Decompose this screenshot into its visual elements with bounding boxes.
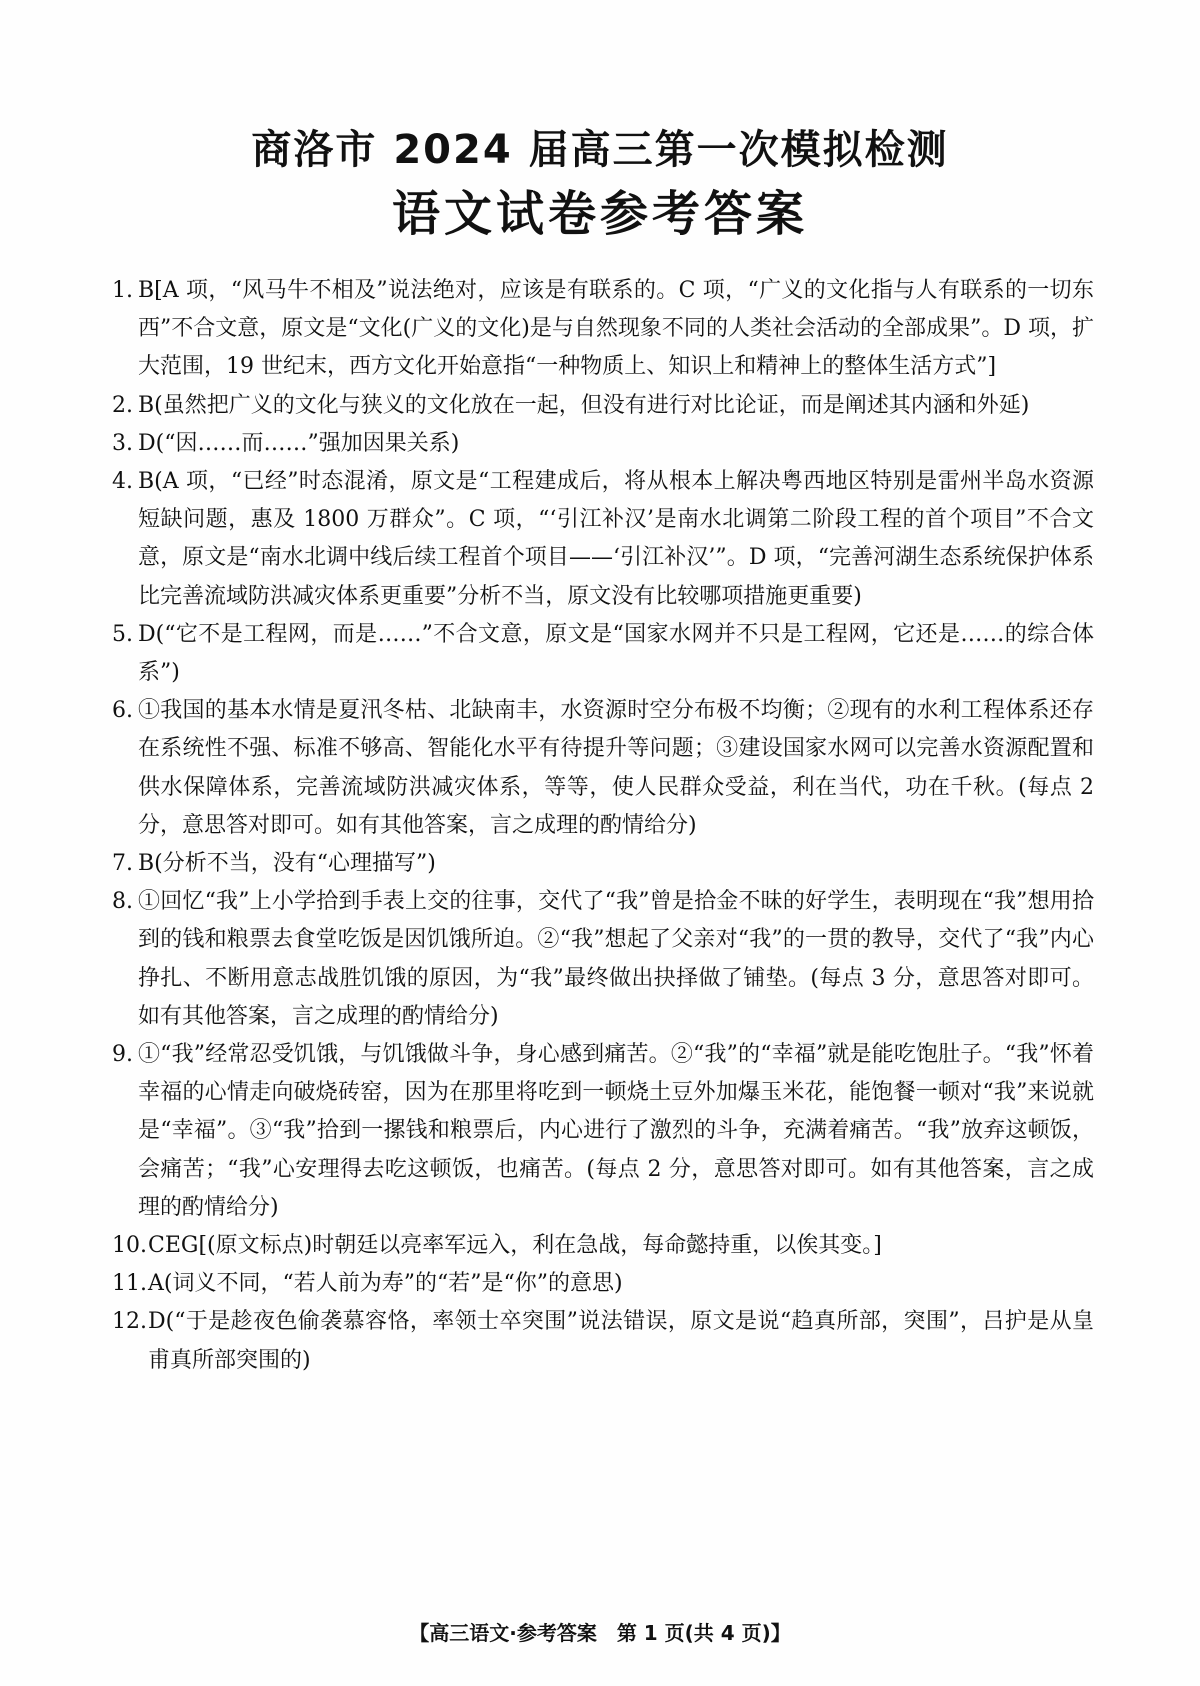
document-subtitle: 语文试卷参考答案 xyxy=(391,186,808,242)
answer-item xyxy=(112,425,1094,463)
answer-item xyxy=(112,1227,1094,1265)
answer-text: D(“于是趁夜色偷袭慕容恪，率领士卒突围”说法错误，原文是说“趋真所部，突围”，吕护是从皇甫真所部突围的) xyxy=(148,1309,1094,1373)
answer-number: 9. xyxy=(112,1042,133,1068)
answer-number: 5. xyxy=(112,621,133,647)
answer-text: B(虽然把广义的文化与狭义的文化放在一起，但没有进行对比论证，而是阐述其内涵和外延) xyxy=(138,392,1030,418)
answer-item xyxy=(112,616,1094,692)
answer-text: CEG[(原文标点)时朝廷以亮率军远入，利在急战，每命懿持重，以俟其变。] xyxy=(148,1233,882,1259)
answer-item xyxy=(112,692,1094,845)
answer-number: 11. xyxy=(112,1271,147,1297)
answer-text: B(A 项，“已经”时态混淆，原文是“工程建成后，将从根本上解决粤西地区特别是雷州半岛水资源短缺问题，惠及 1800 万群众”。C 项，“‘引江补汉’是南水北调第二阶段工程的首个项目”不合文意，原文是“南水北调中线后续工程首个项目——‘引江补汉’”。D 项，“完善河湖生态系统保护体系比完善流域防洪减灾体系更重要”分析不当，原文没有比较哪项措施更重要) xyxy=(138,469,1094,609)
answer-item xyxy=(112,1265,1094,1303)
answer-number: 6. xyxy=(112,698,133,724)
answer-text: B[A 项，“风马牛不相及”说法绝对，应该是有联系的。C 项，“广义的文化指与人有联系的一切东西”不合文意，原文是“文化(广义的文化)是与自然现象不同的人类社会活动的全部成果”。D 项，扩大范围，19 世纪末，西方文化开始意指“一种物质上、知识上和精神上的整体生活方式”] xyxy=(138,278,1094,380)
answer-text: A(词义不同，“若人前为寿”的“若”是“你”的意思) xyxy=(148,1271,623,1297)
answer-text: D(“它不是工程网，而是……”不合文意，原文是“国家水网并不只是工程网，它还是……的综合体系”) xyxy=(138,621,1094,686)
answer-item xyxy=(112,883,1094,1036)
answer-number: 8. xyxy=(112,889,133,915)
answer-number: 1. xyxy=(112,278,133,303)
answer-number: 3. xyxy=(112,430,133,456)
answer-list xyxy=(112,272,1094,1380)
answer-item xyxy=(112,845,1094,883)
answer-number: 2. xyxy=(112,392,133,418)
answer-text: ①我国的基本水情是夏汛冬枯、北缺南丰，水资源时空分布极不均衡；②现有的水利工程体系还存在系统性不强、标准不够高、智能化水平有待提升等问题；③建设国家水网可以完善水资源配置和供水保障体系，完善流域防洪减灾体系，等等，使人民群众受益，利在当代，功在千秋。(每点 2 分，意思答对即可。如有其他答案，言之成理的酌情给分) xyxy=(138,698,1094,838)
answer-item xyxy=(112,1303,1094,1379)
answer-item xyxy=(112,387,1094,425)
answer-number: 4. xyxy=(112,469,133,495)
answer-number: 12. xyxy=(112,1309,147,1335)
answer-number: 10. xyxy=(112,1233,147,1259)
page-footer: 【高三语文·参考答案 第 1 页(共 4 页)】 xyxy=(409,1621,791,1645)
exam-title: 商洛市 2024 届高三第一次模拟检测 xyxy=(251,127,949,173)
answer-text: ①“我”经常忍受饥饿，与饥饿做斗争，身心感到痛苦。②“我”的“幸福”就是能吃饱肚子。“我”怀着幸福的心情走向破烧砖窑，因为在那里将吃到一顿烧土豆外加爆玉米花，能饱餐一顿对“我”来说就是“幸福”。③“我”拾到一摞钱和粮票后，内心进行了激烈的斗争，充满着痛苦。“我”放弃这顿饭，会痛苦；“我”心安理得去吃这顿饭，也痛苦。(每点 2 分，意思答对即可。如有其他答案，言之成理的酌情给分) xyxy=(138,1042,1094,1220)
answer-text: ①回忆“我”上小学拾到手表上交的往事，交代了“我”曾是拾金不昧的好学生，表明现在“我”想用拾到的钱和粮票去食堂吃饭是因饥饿所迫。②“我”想起了父亲对“我”的一贯的教导，交代了“我”内心挣扎、不断用意志战胜饥饿的原因，为“我”最终做出抉择做了铺垫。(每点 3 分，意思答对即可。如有其他答案，言之成理的酌情给分) xyxy=(138,889,1094,1029)
answer-text: B(分析不当，没有“心理描写”) xyxy=(138,851,436,877)
answer-item xyxy=(112,272,1094,387)
answer-number: 7. xyxy=(112,851,133,877)
answer-item xyxy=(112,1036,1094,1227)
answer-item xyxy=(112,463,1094,616)
answer-text: D(“因……而……”强加因果关系) xyxy=(138,430,460,456)
